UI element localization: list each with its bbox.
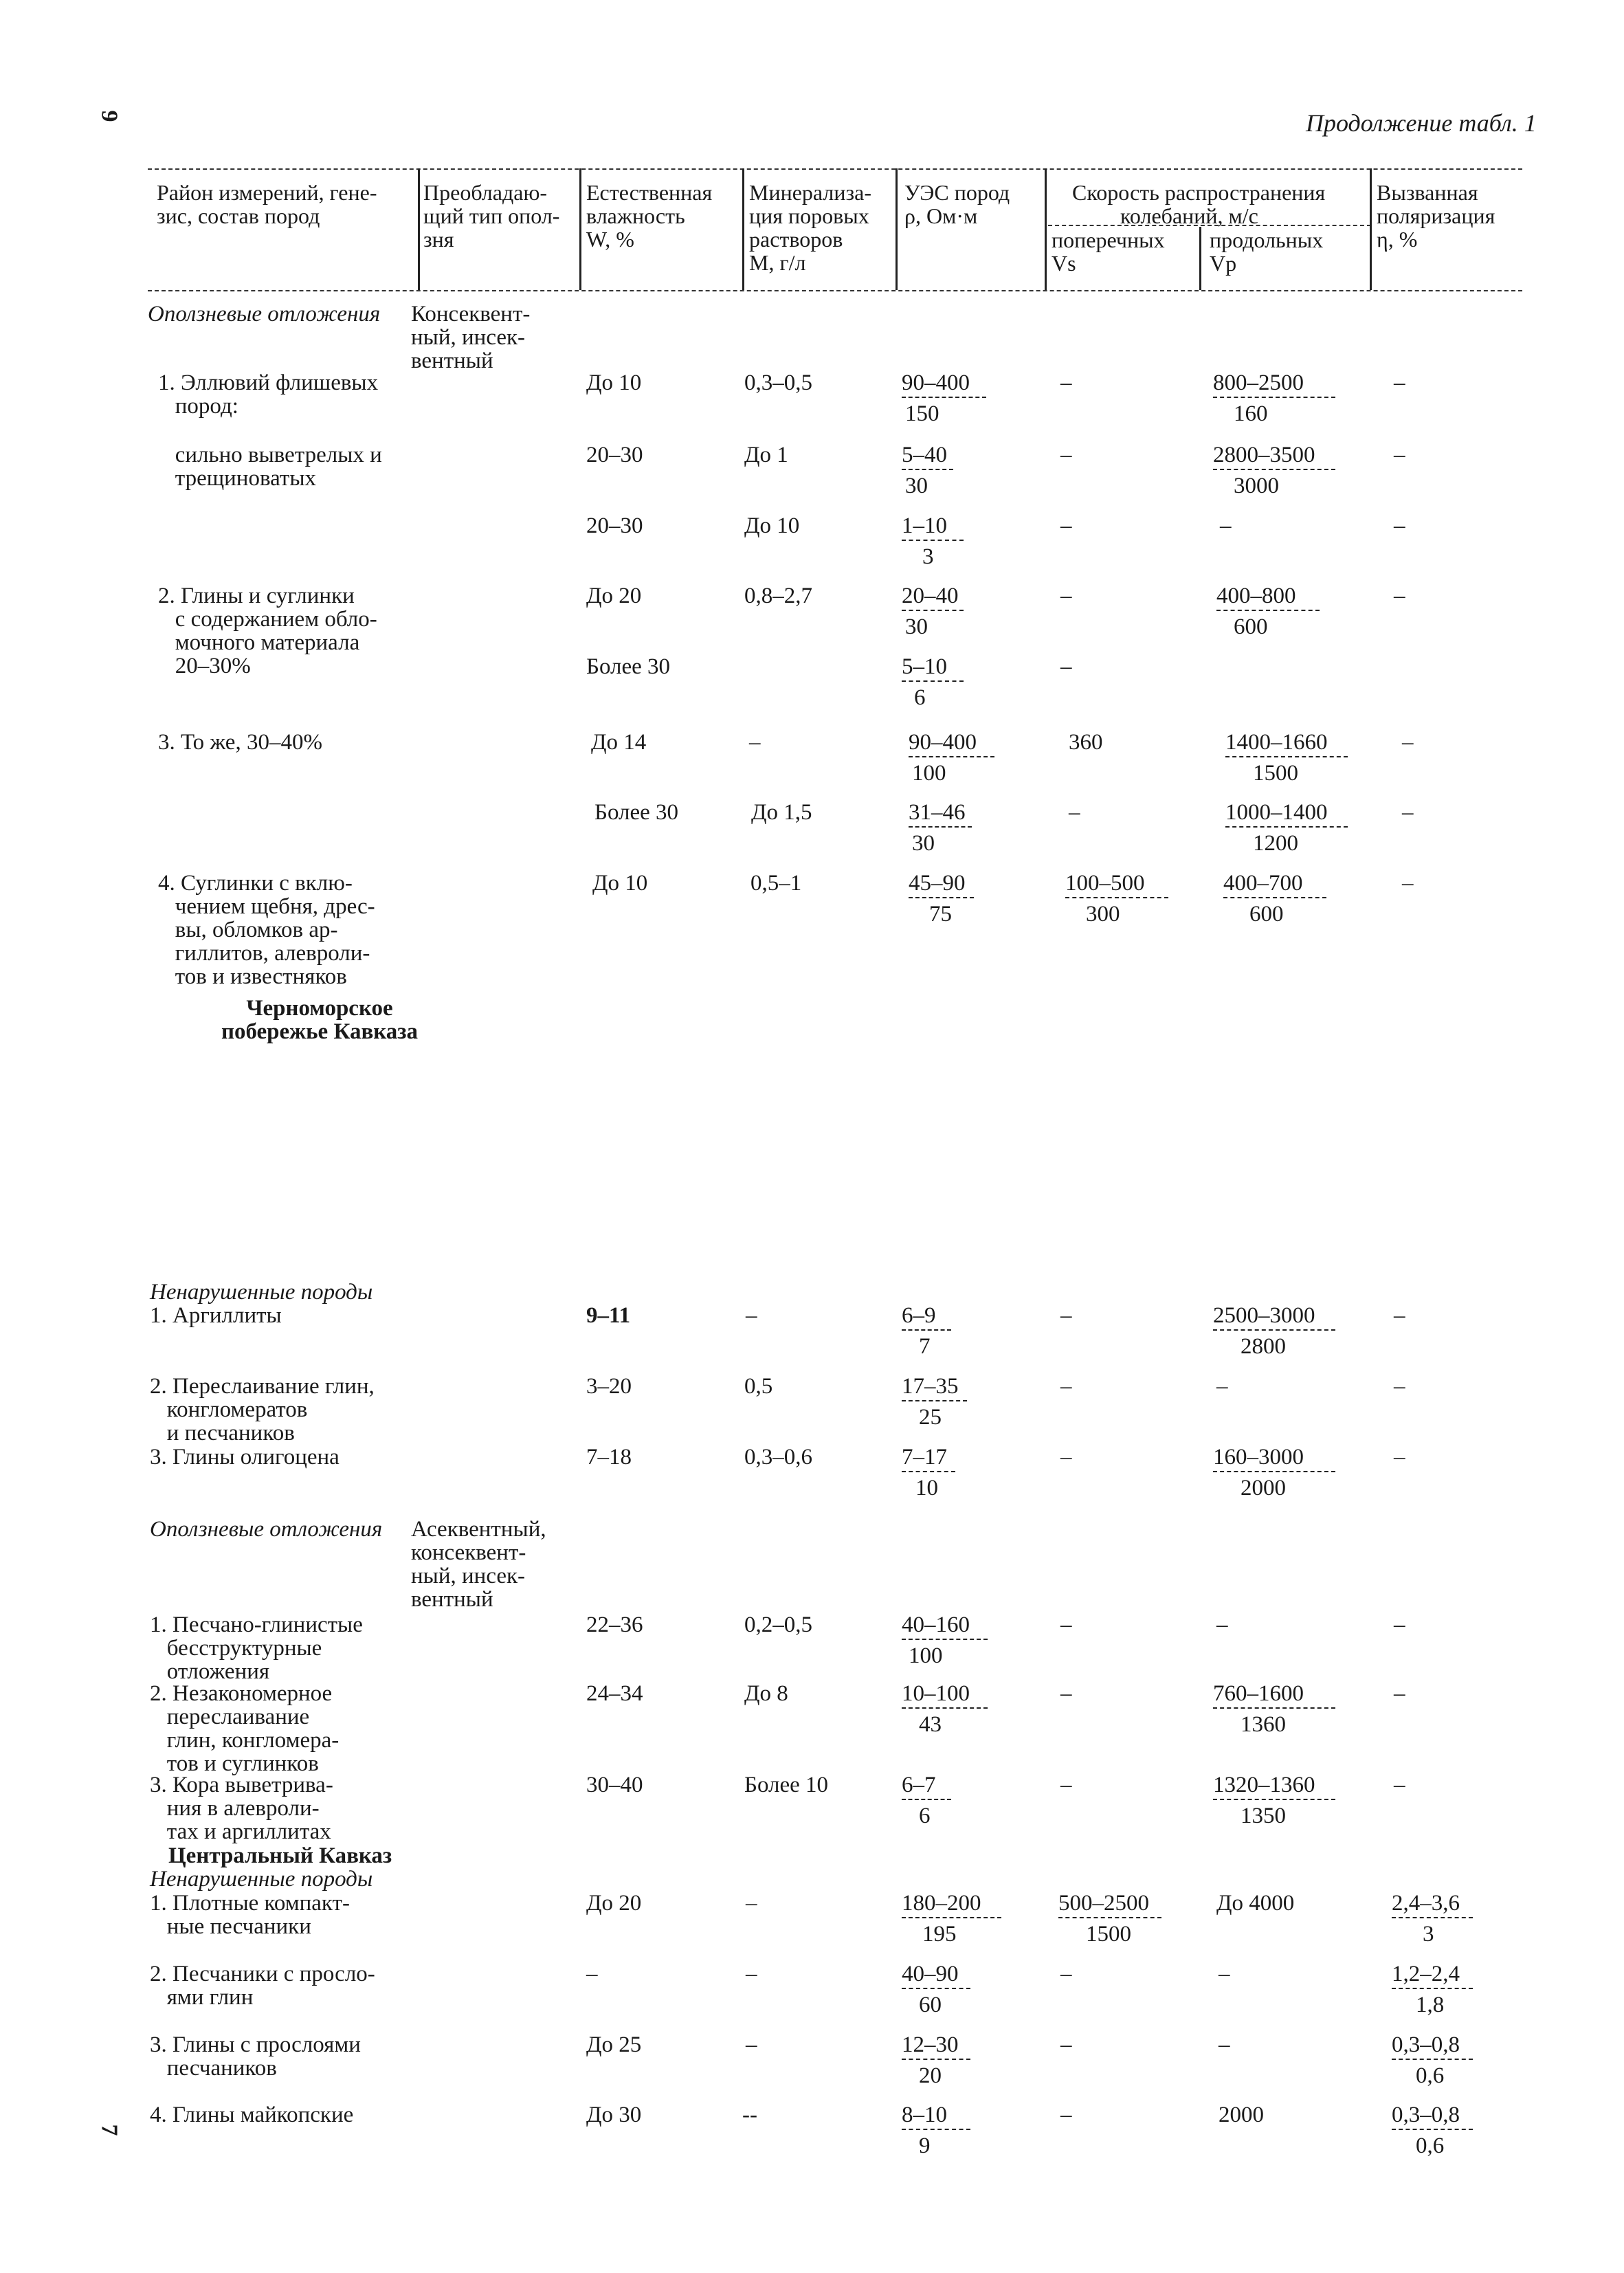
moisture-value: 20–30 (586, 513, 643, 538)
vs-value: – (1060, 1681, 1072, 1706)
header-col-vs: поперечных Vs (1052, 228, 1165, 276)
resistivity-fraction: 5–40 30 (902, 443, 953, 498)
moisture-value: 3–20 (586, 1374, 632, 1399)
eta-value: – (1394, 1303, 1405, 1328)
region-black-sea-coast: Черноморское побережье Кавказа (221, 996, 419, 1044)
vp-fraction: 1000–1400 1200 (1225, 801, 1348, 855)
eta-value: – (1394, 1681, 1405, 1706)
mineralization-value: 0,5 (744, 1374, 773, 1399)
header-col-landslide-type: Преобладаю- щий тип опол- зня (423, 180, 560, 252)
vs-value: – (1060, 1612, 1072, 1637)
moisture-value: До 30 (586, 2103, 642, 2127)
moisture-value: До 14 (591, 730, 647, 755)
vs-value: – (1060, 1374, 1072, 1399)
vs-value: – (1060, 1773, 1072, 1797)
vp-value: – (1220, 513, 1232, 538)
mineralization-value: 0,2–0,5 (744, 1612, 812, 1637)
section-landslide-deposits-1: Оползневые отложения (148, 302, 381, 326)
eta-value: – (1402, 800, 1414, 825)
row-description: 2. Песчаники с просло- ями глин (150, 1962, 375, 2010)
header-col-vp: продольных Vp (1210, 228, 1324, 276)
mineralization-value: До 1,5 (751, 800, 812, 825)
resistivity-fraction: 17–35 25 (902, 1375, 967, 1429)
resistivity-fraction: 90–400 100 (909, 731, 994, 785)
section-landslide-type-1: Консеквент- ный, инсек- вентный (411, 302, 531, 373)
moisture-value: 30–40 (586, 1773, 643, 1797)
vs-value: – (1060, 443, 1072, 467)
vp-fraction: 800–2500 160 (1213, 371, 1335, 425)
vp-fraction: 760–1600 1360 (1213, 1682, 1335, 1736)
resistivity-fraction: 7–17 10 (902, 1445, 955, 1500)
vp-value: – (1216, 1612, 1228, 1637)
moisture-value: До 10 (586, 370, 642, 395)
vs-value: – (1060, 1445, 1072, 1470)
header-col-velocity: Скорость распространения колебаний, м/с (1072, 180, 1326, 228)
vs-value: – (1069, 800, 1080, 825)
eta-fraction: 0,3–0,8 0,6 (1392, 2033, 1473, 2087)
mineralization-value: -- (742, 2103, 757, 2127)
mineralization-value: До 10 (744, 513, 800, 538)
resistivity-fraction: 6–9 7 (902, 1304, 951, 1358)
vs-fraction: 500–2500 1500 (1058, 1892, 1161, 1946)
eta-fraction: 0,3–0,8 0,6 (1392, 2103, 1473, 2158)
eta-fraction: 2,4–3,6 3 (1392, 1892, 1473, 1946)
resistivity-fraction: 12–30 20 (902, 2033, 970, 2087)
header-col-area: Район измерений, гене- зис, состав пород (157, 180, 377, 228)
resistivity-fraction: 90–400 150 (902, 371, 986, 425)
resistivity-fraction: 5–10 6 (902, 655, 964, 709)
vp-fraction: 400–800 600 (1216, 584, 1320, 639)
section-landslide-type-2: Асеквентный, консеквент- ный, инсек- вентный (411, 1517, 546, 1612)
eta-value: – (1394, 370, 1405, 395)
resistivity-fraction: 20–40 30 (902, 584, 964, 639)
resistivity-fraction: 40–90 60 (902, 1962, 970, 2017)
row-description: сильно выветрелых и трещиноватых (158, 443, 382, 491)
moisture-value: До 25 (586, 2032, 642, 2057)
row-description: 2. Глины и суглинки с содержанием обло- мочного материала 20–30% (158, 584, 377, 678)
region-central-caucasus: Центральный Кавказ (168, 1843, 392, 1868)
moisture-value: До 20 (586, 584, 642, 608)
row-description: 4. Глины майкопские (150, 2103, 354, 2127)
header-col-moisture: Естественная влажность W, % (586, 180, 713, 252)
mineralization-value: До 8 (744, 1681, 788, 1706)
continuation-caption: Продолжение табл. 1 (1306, 109, 1537, 137)
mineralization-value: 0,3–0,5 (744, 370, 812, 395)
moisture-value: 24–34 (586, 1681, 643, 1706)
vs-value: – (1060, 1962, 1072, 1986)
moisture-value: 22–36 (586, 1612, 643, 1637)
resistivity-fraction: 180–200 195 (902, 1892, 1001, 1946)
vp-value: – (1219, 2032, 1230, 2057)
eta-value: – (1394, 1773, 1405, 1797)
row-description: 1. Эллювий флишевых пород: (158, 370, 379, 419)
mineralization-value: – (746, 1891, 757, 1916)
mineralization-value: 0,5–1 (750, 871, 802, 896)
row-description: 1. Песчано-глинистые бесструктурные отложения (150, 1612, 363, 1684)
mineralization-value: 0,8–2,7 (744, 584, 812, 608)
vp-fraction: 400–700 600 (1223, 872, 1326, 926)
eta-value: – (1394, 513, 1405, 538)
moisture-value: 20–30 (586, 443, 643, 467)
header-col-polarization: Вызванная поляризация η, % (1377, 180, 1495, 252)
vs-value: – (1060, 1303, 1072, 1328)
vp-fraction: 2800–3500 3000 (1213, 443, 1335, 498)
row-description: 3. Кора выветрива- ния в алевроли- тах и аргиллитах (150, 1773, 333, 1844)
resistivity-fraction: 10–100 43 (902, 1682, 988, 1736)
mineralization-value: – (749, 730, 761, 755)
row-description: 2. Переслаивание глин, конгломератов и песчаников (150, 1374, 375, 1445)
mineralization-value: 0,3–0,6 (744, 1445, 812, 1470)
vp-fraction: 2500–3000 2800 (1213, 1304, 1335, 1358)
section-undisturbed-rocks-1: Ненарушенные породы (150, 1280, 373, 1305)
vp-fraction: 1320–1360 1350 (1213, 1773, 1335, 1828)
moisture-value: Более 30 (594, 800, 679, 825)
row-description: 4. Суглинки с вклю- чением щебня, дрес- вы, обломков ар- гиллитов, алевроли- тов и известняков (158, 871, 375, 989)
mineralization-value: Более 10 (744, 1773, 829, 1797)
moisture-value: 9–11 (586, 1303, 631, 1328)
moisture-value: До 10 (592, 871, 648, 896)
vs-value: – (1060, 513, 1072, 538)
eta-value: – (1394, 1445, 1405, 1470)
resistivity-fraction: 6–7 6 (902, 1773, 951, 1828)
row-description: 2. Незакономерное переслаивание глин, конгломера- тов и суглинков (150, 1681, 340, 1776)
moisture-value: – (586, 1962, 598, 1986)
resistivity-fraction: 31–46 30 (909, 801, 972, 855)
vp-value: 2000 (1219, 2103, 1264, 2127)
eta-value: – (1402, 730, 1414, 755)
resistivity-fraction: 40–160 100 (902, 1613, 988, 1667)
vp-value: – (1216, 1374, 1228, 1399)
vs-fraction: 100–500 300 (1065, 872, 1168, 926)
vp-value: – (1219, 1962, 1230, 1986)
moisture-value: До 20 (586, 1891, 642, 1916)
row-description: 1. Плотные компакт- ные песчаники (150, 1891, 350, 1939)
vs-value: – (1060, 2103, 1072, 2127)
row-description: 3. То же, 30–40% (158, 730, 322, 755)
page-number-bottom: 7 (96, 2124, 122, 2136)
page-number-top: 9 (96, 110, 122, 122)
vs-value: 360 (1069, 730, 1103, 755)
eta-value: – (1394, 584, 1405, 608)
eta-value: – (1394, 1612, 1405, 1637)
resistivity-fraction: 8–10 9 (902, 2103, 970, 2158)
vs-value: – (1060, 370, 1072, 395)
vs-value: – (1060, 654, 1072, 679)
mineralization-value: – (746, 1303, 757, 1328)
vp-fraction: 1400–1660 1500 (1225, 731, 1348, 785)
resistivity-fraction: 1–10 3 (902, 514, 964, 568)
eta-value: – (1394, 1374, 1405, 1399)
row-description: 1. Аргиллиты (150, 1303, 282, 1328)
vp-fraction: 160–3000 2000 (1213, 1445, 1335, 1500)
section-landslide-deposits-2: Оползневые отложения (150, 1517, 383, 1542)
vs-value: – (1060, 584, 1072, 608)
mineralization-value: – (746, 1962, 757, 1986)
vs-value: – (1060, 2032, 1072, 2057)
moisture-value: Более 30 (586, 654, 671, 679)
vp-value: До 4000 (1216, 1891, 1295, 1916)
header-col-mineralization: Минерализа- ция поровых растворов М, г/л (749, 180, 871, 275)
eta-value: – (1402, 871, 1414, 896)
eta-value: – (1394, 443, 1405, 467)
moisture-value: 7–18 (586, 1445, 632, 1470)
mineralization-value: – (746, 2032, 757, 2057)
resistivity-fraction: 45–90 75 (909, 872, 974, 926)
mineralization-value: До 1 (744, 443, 788, 467)
row-description: 3. Глины с прослоями песчаников (150, 2032, 361, 2081)
section-undisturbed-rocks-2: Ненарушенные породы (150, 1867, 373, 1892)
header-col-resistivity: УЭС пород ρ, Ом·м (904, 180, 1010, 228)
eta-fraction: 1,2–2,4 1,8 (1392, 1962, 1473, 2017)
row-description: 3. Глины олигоцена (150, 1445, 340, 1470)
